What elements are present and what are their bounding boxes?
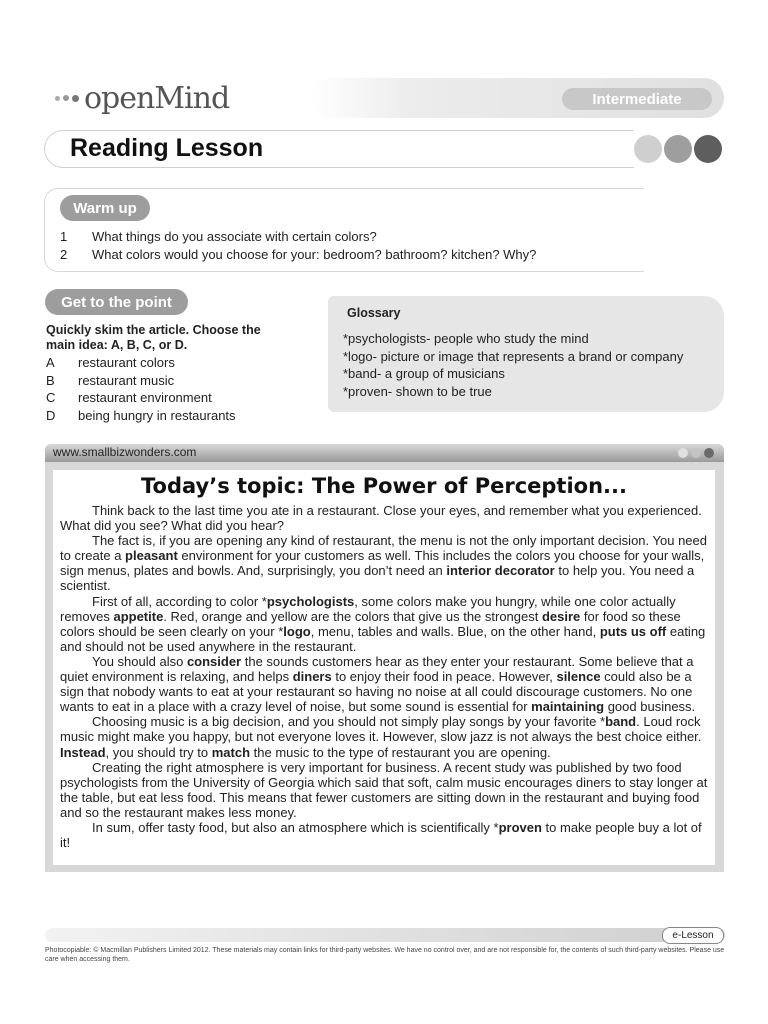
vocab-term: proven [498,819,542,835]
window-dot-icon [691,448,701,458]
paragraph-text: for food so these colors should be seen clearly on your * [60,608,681,639]
medium-circle-icon [664,135,692,163]
option-row [46,408,236,423]
article-paragraph [60,594,708,654]
article-paragraph [60,714,708,759]
dark-circle-icon [694,135,722,163]
option-letter: A [46,355,55,370]
paragraph-text: good business. [604,699,696,715]
article-paragraph [60,760,708,820]
browser-url: www.smallbizwonders.com [53,445,197,459]
article-paragraph [60,654,708,714]
logo-dot-icon [72,95,79,102]
logo-dot-icon [63,95,69,101]
option-row [46,355,175,370]
light-circle-icon [634,135,662,163]
option-letter: D [46,408,56,423]
warm-up-question [60,229,377,244]
window-dot-icon [678,448,688,458]
vocab-term: band [605,714,637,730]
vocab-term: psychologists [266,593,355,609]
warm-up-label: Warm up [60,195,150,221]
article-paragraph [60,533,708,593]
paragraph-text: , you should try to [105,744,212,760]
paragraph-text: The fact is, if you are opening any kind of restaurant, the menu is not the only important decision. You need to create a [60,533,707,564]
glossary-item: *logo- picture or image that represents a brand or company [343,349,684,364]
question-text: What colors would you choose for your: bedroom? bathroom? kitchen? Why? [92,247,537,262]
window-dot-icon [704,448,714,458]
openmind-logo [55,80,229,116]
article-paragraph [60,503,708,533]
paragraph-text: could also be a sign that nobody wants to eat at your restaurant so having no noise at all could discourage customers. No one wants to eat in a place with a crazy level of noise, but some sound is essential for [60,669,693,715]
vocab-term: consider [186,653,242,669]
paragraph-text: , some colors make you hungry, while one color actually removes [60,593,676,624]
glossary-item: *psychologists- people who study the mind [343,331,589,346]
paragraph-text: Choosing music is a big decision, and you should not simply play songs by your favorite * [92,714,606,730]
vocab-term: maintaining [531,699,605,715]
paragraph-text: Creating the right atmosphere is very important for business. A recent study was published by two food psychologists from the University of Georgia which said that soft, calm music encourages diners to stay longer at the table, but eat less food. This means that fewer customers are sitting down in the restaurant and buying food and so the restaurant makes less money. [60,759,708,820]
vocab-term: diners [292,669,332,685]
option-letter: C [46,390,56,405]
paragraph-text: . Red, orange and yellow are the colors that give us the strongest [163,608,542,624]
vocab-term: Instead [60,744,106,760]
footer-bar [45,928,725,942]
option-row [46,373,174,388]
option-text: restaurant music [78,373,175,388]
paragraph-text: You should also [92,653,187,669]
paragraph-text: eating and should not be used anywhere in the restaurant. [60,623,706,654]
option-row [46,390,212,405]
paragraph-text: In sum, offer tasty food, but also an atmosphere which is scientifically * [92,819,499,835]
page-title: Reading Lesson [70,134,264,162]
vocab-term: silence [556,669,601,685]
vocab-term: appetite [113,608,164,624]
paragraph-text: to enjoy their food in peace. However, [331,669,557,685]
copyright-notice: Photocopiable: © Macmillan Publishers Limited 2012. These materials may contain links for third-party websites. We have no control over, and are not responsible for, the contents of such third-party websites. Please use care when accessing them. [45,947,725,963]
warm-up-question [60,247,536,262]
paragraph-text: First of all, according to color * [92,593,267,609]
vocab-term: logo [283,623,311,639]
question-number: 1 [60,229,68,244]
vocab-term: puts us off [599,623,667,639]
paragraph-text: the music to the type of restaurant you are opening. [250,744,551,760]
logo-text: openMind [84,80,230,116]
paragraph-text: to make people buy a lot of it! [60,819,702,851]
article-body [60,503,708,850]
vocab-term: desire [541,608,581,624]
e-lesson-badge: e-Lesson [662,927,724,944]
option-text: being hungry in restaurants [78,408,236,423]
logo-dot-icon [55,96,60,101]
article-title: Today’s topic: The Power of Perception... [141,474,627,498]
question-text: What things do you associate with certain colors? [92,229,377,244]
paragraph-text: the sounds customers hear as they enter your restaurant. Some believe that a quiet environment is relaxing, and helps [60,653,694,685]
glossary-item: *band- a group of musicians [343,366,505,381]
article-paragraph [60,820,708,850]
paragraph-text: to help you. You need a scientist. [60,563,695,594]
paragraph-text: Think back to the last time you ate in a restaurant. Close your eyes, and remember what you experienced. What did you see? What did you hear? [60,503,702,534]
glossary-title: Glossary [347,306,401,320]
glossary-item: *proven- shown to be true [343,384,492,399]
level-badge: Intermediate [562,88,712,110]
vocab-term: pleasant [125,548,178,564]
paragraph-text: environment for your customers as well. This includes the colors you choose for your walls, sign menus, plates and bowls. And, surprisingly, you don’t need an [60,548,705,579]
vocab-term: interior decorator [446,563,555,579]
question-number: 2 [60,247,68,262]
option-text: restaurant environment [78,390,212,405]
get-to-the-point-label: Get to the point [45,289,188,315]
option-text: restaurant colors [78,355,175,370]
vocab-term: match [211,744,251,760]
option-letter: B [46,373,55,388]
paragraph-text: , menu, tables and walls. Blue, on the other hand, [310,623,600,639]
skim-instruction: Quickly skim the article. Choose the main idea: A, B, C, or D. [46,323,261,352]
paragraph-text: . Loud rock music might make you happy, but not everyone loves it. However, slow jazz is not always the best choice either. [60,714,702,745]
